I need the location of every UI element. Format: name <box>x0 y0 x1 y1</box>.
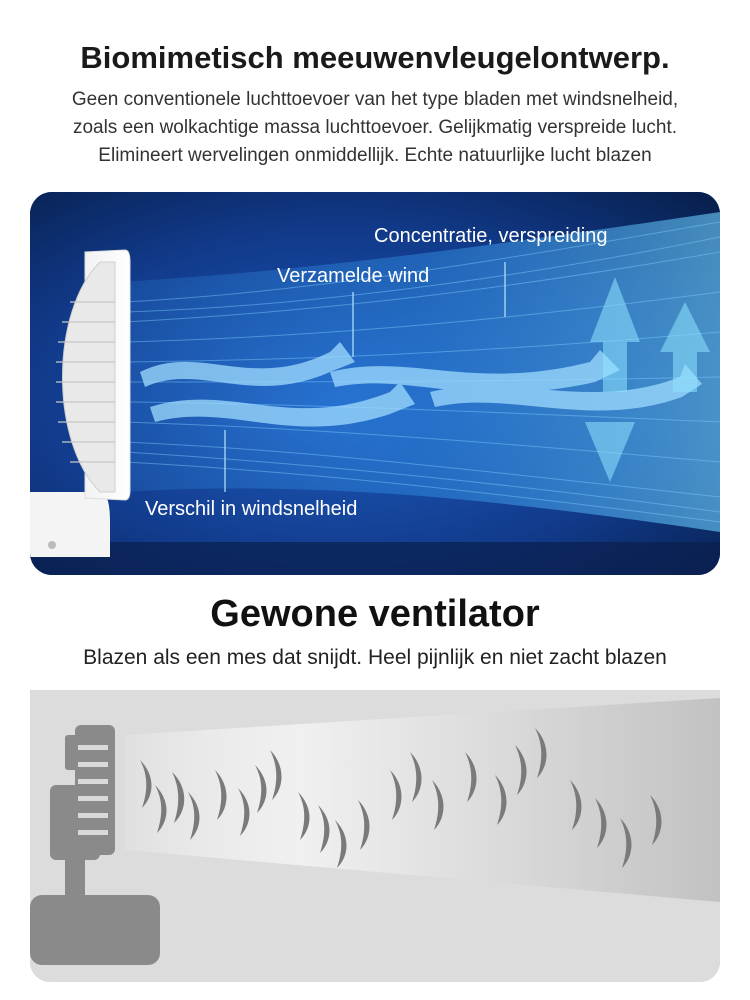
description-line-3: Elimineert wervelingen onmiddellijk. Echte natuurlijke lucht blazen <box>98 145 652 166</box>
biomimetic-airflow-illustration <box>30 192 720 575</box>
section2-title: Gewone ventilator <box>210 593 540 635</box>
section1-description <box>0 86 750 170</box>
label-collected-wind: Verzamelde wind <box>277 265 430 287</box>
section1-title: Biomimetisch meeuwenvleugelontwerp. <box>80 40 670 75</box>
ordinary-airflow-graphic <box>30 690 720 982</box>
description-line-2: zoals een wolkachtige massa luchttoevoer. Gelijkmatig verspreide lucht. <box>72 117 678 138</box>
label-concentration: Concentratie, verspreiding <box>374 225 608 247</box>
label-speed-difference: Verschil in windsnelheid <box>145 498 358 520</box>
airflow-graphic <box>30 192 720 575</box>
description-line-1: Geen conventionele luchttoevoer van het type bladen met windsnelheid, <box>71 89 679 110</box>
ordinary-fan-illustration <box>30 690 720 982</box>
section2-subtitle: Blazen als een mes dat snijdt. Heel pijnlijk en niet zacht blazen <box>83 646 667 669</box>
